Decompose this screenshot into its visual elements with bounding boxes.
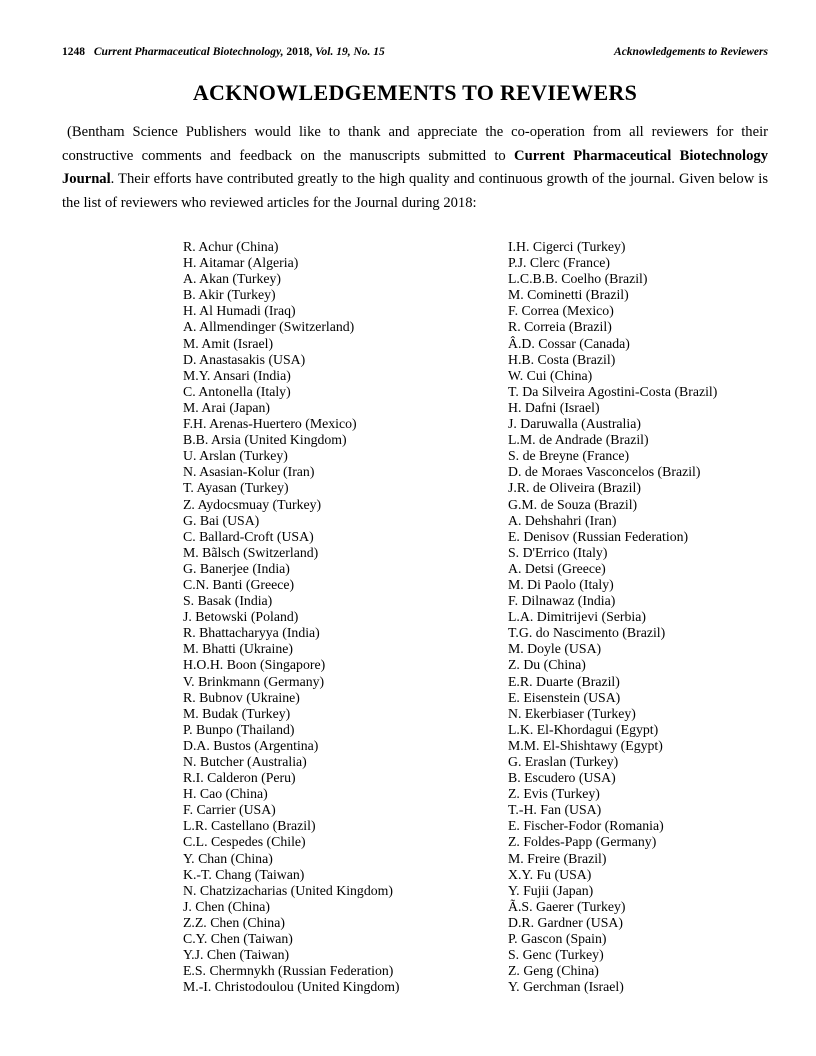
reviewer-item: D. de Moraes Vasconcelos (Brazil) bbox=[508, 464, 701, 480]
reviewer-item: M. Budak (Turkey) bbox=[183, 705, 291, 721]
reviewer-item: C.L. Cespedes (Chile) bbox=[183, 834, 306, 850]
reviewer-item: Z. Aydocsmuay (Turkey) bbox=[183, 496, 322, 512]
reviewer-item: T. Ayasan (Turkey) bbox=[183, 480, 289, 496]
reviewer-item: J.R. de Oliveira (Brazil) bbox=[508, 480, 641, 496]
reviewer-item: Ã.S. Gaerer (Turkey) bbox=[508, 898, 626, 914]
reviewer-item: H.O.H. Boon (Singapore) bbox=[183, 657, 326, 673]
reviewer-item: N. Chatzizacharias (United Kingdom) bbox=[183, 882, 393, 898]
reviewer-column-right bbox=[508, 239, 768, 995]
reviewer-item: L.R. Castellano (Brazil) bbox=[183, 818, 316, 834]
page-title: ACKNOWLEDGEMENTS TO REVIEWERS bbox=[192, 80, 638, 105]
intro-journal-name-bold: Current Pharmaceutical Biotechnology Journal bbox=[62, 147, 768, 187]
reviewer-item: D.R. Gardner (USA) bbox=[508, 914, 623, 930]
page-header bbox=[62, 46, 768, 58]
reviewer-item: M. Cominetti (Brazil) bbox=[508, 287, 629, 303]
reviewer-item: H. Al Humadi (Iraq) bbox=[183, 303, 296, 319]
reviewer-item: C.Y. Chen (Taiwan) bbox=[183, 931, 293, 947]
reviewer-item: R.I. Calderon (Peru) bbox=[183, 770, 296, 786]
reviewer-item: Y.J. Chen (Taiwan) bbox=[183, 947, 290, 963]
reviewer-item: J. Betowski (Poland) bbox=[183, 609, 299, 625]
reviewer-item: M. Bãlsch (Switzerland) bbox=[183, 544, 319, 560]
reviewer-item: Y. Fujii (Japan) bbox=[508, 882, 594, 898]
header-journal-info bbox=[62, 46, 385, 58]
intro-text-after: . Their efforts have contributed greatly to the high quality and continuous growth of the journal. Given below is the list of reviewers who reviewed articles for the Journal during 2018: bbox=[62, 171, 768, 211]
reviewer-item: H. Dafni (Israel) bbox=[508, 399, 600, 415]
journal-year: 2018, bbox=[286, 46, 313, 58]
reviewer-item: M.Y. Ansari (India) bbox=[183, 367, 291, 383]
reviewer-item: S. Genc (Turkey) bbox=[508, 947, 604, 963]
reviewer-item: E. Denisov (Russian Federation) bbox=[508, 528, 689, 544]
reviewer-item: Z. Evis (Turkey) bbox=[508, 786, 600, 802]
reviewer-item: R. Bhattacharyya (India) bbox=[183, 625, 320, 641]
reviewer-item: F.H. Arenas-Huertero (Mexico) bbox=[183, 416, 357, 432]
reviewer-item: L.A. Dimitrijevi (Serbia) bbox=[508, 609, 646, 625]
reviewer-item: E. Eisenstein (USA) bbox=[508, 689, 621, 705]
reviewer-item: E.R. Duarte (Brazil) bbox=[508, 673, 620, 689]
reviewer-item: Z.Z. Chen (China) bbox=[183, 914, 285, 930]
reviewer-item: L.M. de Andrade (Brazil) bbox=[508, 432, 649, 448]
reviewer-item: M.M. El-Shishtawy (Egypt) bbox=[508, 737, 663, 753]
reviewer-item: E. Fischer-Fodor (Romania) bbox=[508, 818, 664, 834]
reviewer-list bbox=[62, 239, 768, 995]
reviewer-item: B. Escudero (USA) bbox=[508, 770, 616, 786]
reviewer-item: M. Amit (Israel) bbox=[183, 335, 274, 351]
reviewer-item: G. Banerjee (India) bbox=[183, 560, 290, 576]
journal-name: Current Pharmaceutical Biotechnology, bbox=[93, 46, 284, 58]
reviewer-item: C. Ballard-Croft (USA) bbox=[183, 528, 314, 544]
reviewer-item: D. Anastasakis (USA) bbox=[183, 351, 306, 367]
reviewer-item: F. Dilnawaz (India) bbox=[508, 593, 616, 609]
reviewer-item: P. Gascon (Spain) bbox=[508, 931, 607, 947]
reviewer-item: D.A. Bustos (Argentina) bbox=[183, 737, 319, 753]
reviewer-item: A. Akan (Turkey) bbox=[183, 271, 281, 287]
reviewer-item: F. Correa (Mexico) bbox=[508, 303, 614, 319]
reviewer-item: H. Cao (China) bbox=[183, 786, 268, 802]
reviewer-item: R. Bubnov (Ukraine) bbox=[183, 689, 300, 705]
reviewer-item: F. Carrier (USA) bbox=[183, 802, 276, 818]
reviewer-item: N. Ekerbiaser (Turkey) bbox=[508, 705, 636, 721]
running-title: Acknowledgements to Reviewers bbox=[614, 46, 768, 58]
reviewer-item: U. Arslan (Turkey) bbox=[183, 448, 288, 464]
reviewer-item: Â.D. Cossar (Canada) bbox=[508, 335, 630, 351]
reviewer-column-left bbox=[183, 239, 508, 995]
reviewer-item: R. Correia (Brazil) bbox=[508, 319, 612, 335]
intro-paragraph bbox=[62, 121, 768, 215]
reviewer-item: Y. Chan (China) bbox=[183, 850, 273, 866]
reviewer-item: L.C.B.B. Coelho (Brazil) bbox=[508, 271, 648, 287]
reviewer-item: S. D'Errico (Italy) bbox=[508, 544, 608, 560]
page-number: 1248 bbox=[62, 46, 85, 58]
reviewer-item: K.-T. Chang (Taiwan) bbox=[183, 866, 305, 882]
reviewer-item: N. Asasian-Kolur (Iran) bbox=[183, 464, 315, 480]
reviewer-item: H.B. Costa (Brazil) bbox=[508, 351, 616, 367]
reviewer-item: M. Arai (Japan) bbox=[183, 399, 270, 415]
reviewer-item: G. Bai (USA) bbox=[183, 512, 260, 528]
journal-volume: Vol. 19, No. 15 bbox=[315, 46, 385, 58]
reviewer-item: S. Basak (India) bbox=[183, 593, 273, 609]
reviewer-item: A. Detsi (Greece) bbox=[508, 560, 606, 576]
reviewer-item: J. Chen (China) bbox=[183, 898, 270, 914]
reviewer-item: X.Y. Fu (USA) bbox=[508, 866, 592, 882]
reviewer-item: N. Butcher (Australia) bbox=[183, 754, 307, 769]
reviewer-item: Z. Geng (China) bbox=[508, 963, 599, 979]
reviewer-item: C.N. Banti (Greece) bbox=[183, 576, 295, 592]
intro-text-before: (Bentham Science Publishers would like to thank and appreciate the co-operation from all reviewers for their constructive comments and feedback on the manuscripts submitted to bbox=[62, 124, 768, 164]
reviewer-item: R. Achur (China) bbox=[183, 239, 279, 254]
reviewer-item: P. Bunpo (Thailand) bbox=[183, 721, 295, 737]
reviewer-item: Y. Gerchman (Israel) bbox=[508, 979, 624, 995]
reviewer-item: Z. Foldes-Papp (Germany) bbox=[508, 834, 657, 850]
reviewer-item: C. Antonella (Italy) bbox=[183, 383, 291, 399]
reviewer-item: W. Cui (China) bbox=[508, 367, 593, 383]
reviewer-item: A. Dehshahri (Iran) bbox=[508, 512, 617, 528]
reviewer-item: T.-H. Fan (USA) bbox=[508, 802, 602, 818]
reviewer-item: M. Doyle (USA) bbox=[508, 641, 602, 657]
reviewer-item: E.S. Chermnykh (Russian Federation) bbox=[183, 963, 394, 979]
reviewer-item: M. Bhatti (Ukraine) bbox=[183, 641, 293, 657]
reviewer-item: Z. Du (China) bbox=[508, 657, 586, 673]
reviewer-item: I.H. Cigerci (Turkey) bbox=[508, 239, 626, 254]
reviewer-item: G.M. de Souza (Brazil) bbox=[508, 496, 638, 512]
reviewer-item: G. Eraslan (Turkey) bbox=[508, 754, 619, 769]
reviewer-item: V. Brinkmann (Germany) bbox=[183, 673, 325, 689]
reviewer-item: T.G. do Nascimento (Brazil) bbox=[508, 625, 666, 641]
reviewer-item: A. Allmendinger (Switzerland) bbox=[183, 319, 355, 335]
reviewer-item: M.-I. Christodoulou (United Kingdom) bbox=[183, 979, 400, 995]
reviewer-item: H. Aitamar (Algeria) bbox=[183, 255, 299, 271]
reviewer-item: M. Freire (Brazil) bbox=[508, 850, 607, 866]
reviewer-item: J. Daruwalla (Australia) bbox=[508, 416, 641, 432]
reviewer-item: B.B. Arsia (United Kingdom) bbox=[183, 432, 347, 448]
reviewer-item: S. de Breyne (France) bbox=[508, 448, 630, 464]
reviewer-item: T. Da Silveira Agostini-Costa (Brazil) bbox=[508, 383, 718, 399]
reviewer-item: P.J. Clerc (France) bbox=[508, 255, 610, 271]
reviewer-item: B. Akir (Turkey) bbox=[183, 287, 276, 303]
reviewer-item: M. Di Paolo (Italy) bbox=[508, 576, 614, 592]
reviewer-item: L.K. El-Khordagui (Egypt) bbox=[508, 721, 659, 737]
